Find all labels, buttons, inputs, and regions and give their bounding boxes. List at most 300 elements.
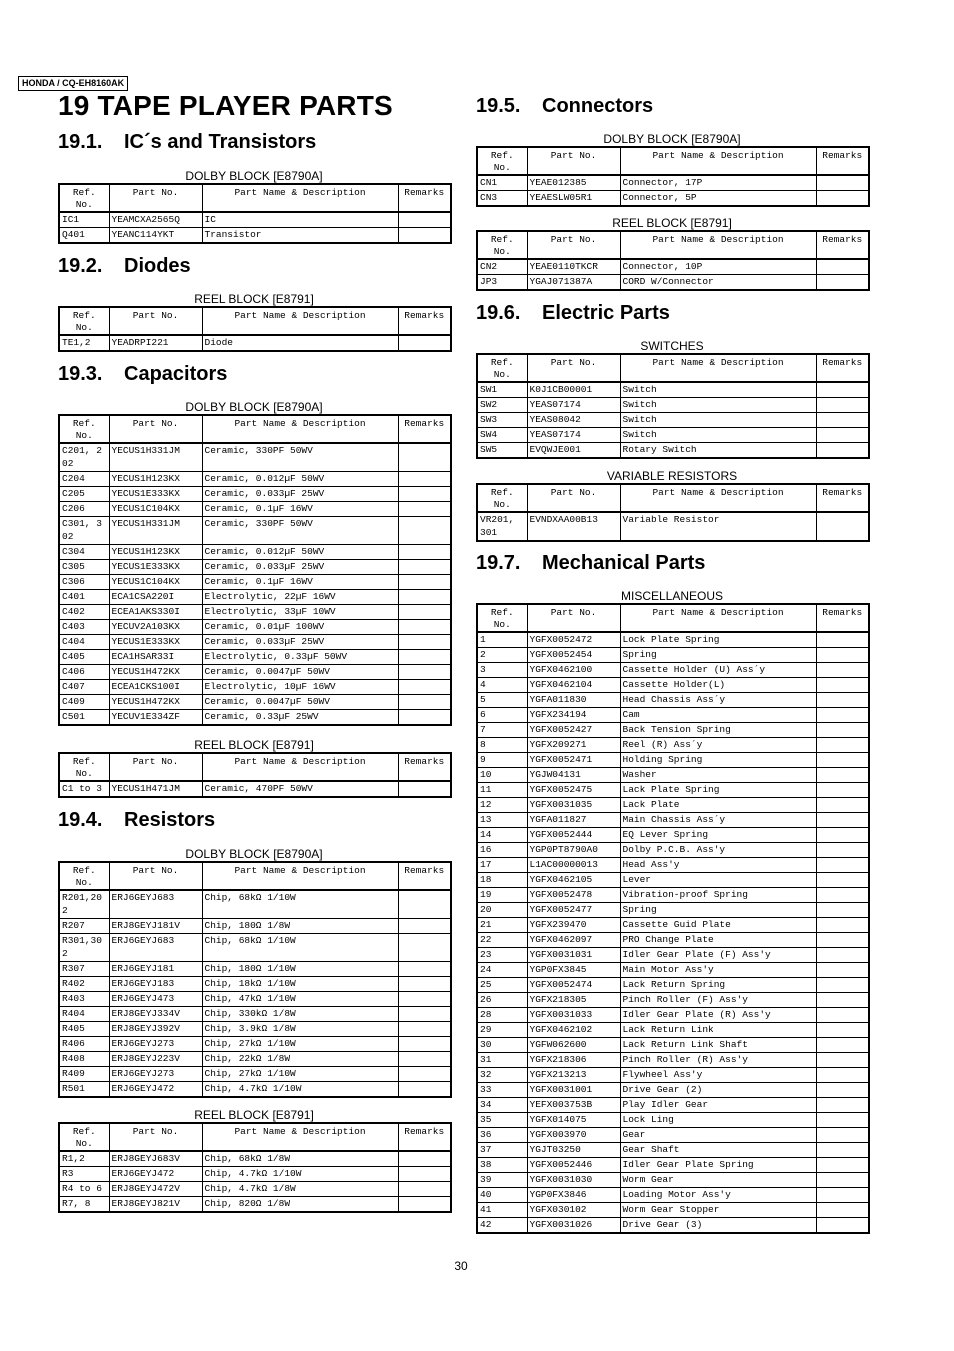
column-header: Remarks — [816, 231, 869, 259]
remarks-cell — [398, 335, 451, 351]
part-no-cell: YECUS1E333KX — [109, 560, 202, 575]
remarks-cell — [398, 1082, 451, 1098]
description-cell: Electrolytic, 22µF 16WV — [202, 590, 398, 605]
description-cell: Lack Plate Spring — [620, 783, 816, 798]
parts-block — [476, 216, 868, 291]
part-no-cell: YGJT03250 — [527, 1143, 620, 1158]
description-cell: Vibration-proof Spring — [620, 888, 816, 903]
ref-no-cell: 29 — [477, 1023, 527, 1038]
section-heading — [58, 363, 227, 386]
table-row — [477, 398, 869, 413]
section-number: 19.6. — [476, 302, 521, 324]
part-no-cell: YGFX0052446 — [527, 1158, 620, 1173]
remarks-cell — [816, 933, 869, 948]
description-cell: Lever — [620, 873, 816, 888]
description-cell: Ceramic, 0.0047µF 50WV — [202, 665, 398, 680]
parts-block — [476, 469, 868, 542]
table-row — [59, 890, 451, 919]
description-cell: Electrolytic, 33µF 10WV — [202, 605, 398, 620]
remarks-cell — [398, 977, 451, 992]
part-no-cell: YEAS07174 — [527, 398, 620, 413]
remarks-cell — [816, 978, 869, 993]
description-cell: Back Tension Spring — [620, 723, 816, 738]
ref-no-cell: R406 — [59, 1037, 109, 1052]
table-header-row — [59, 862, 451, 890]
column-header: Ref. No. — [477, 354, 527, 382]
column-header: Part No. — [109, 862, 202, 890]
column-header: Part No. — [527, 354, 620, 382]
table-row — [477, 843, 869, 858]
ref-no-cell: 10 — [477, 768, 527, 783]
part-no-cell: YEADRPI221 — [109, 335, 202, 351]
description-cell: Chip, 68kΩ 1/10W — [202, 890, 398, 919]
description-cell: Connector, 5P — [620, 191, 816, 207]
table-row — [477, 413, 869, 428]
parts-table — [476, 353, 870, 459]
column-header: Part Name & Description — [620, 604, 816, 632]
table-row — [477, 858, 869, 873]
description-cell: Ceramic, 470PF 50WV — [202, 781, 398, 797]
section-title: Diodes — [124, 255, 191, 277]
description-cell: Main Chassis Ass´y — [620, 813, 816, 828]
part-no-cell: ECEA1CKS100I — [109, 680, 202, 695]
ref-no-cell: IC1 — [59, 212, 109, 228]
remarks-cell — [398, 680, 451, 695]
remarks-cell — [398, 228, 451, 244]
section-heading — [58, 255, 191, 278]
description-cell: Ceramic, 0.012µF 50WV — [202, 545, 398, 560]
table-row — [59, 620, 451, 635]
part-no-cell: ERJ6GEYJ683 — [109, 934, 202, 962]
ref-no-cell: 9 — [477, 753, 527, 768]
description-cell: Chip, 27kΩ 1/10W — [202, 1067, 398, 1082]
part-no-cell: ECA1HSAR33I — [109, 650, 202, 665]
description-cell: Ceramic, 330PF 50WV — [202, 517, 398, 545]
remarks-cell — [398, 635, 451, 650]
description-cell: Ceramic, 0.0047µF 50WV — [202, 695, 398, 710]
remarks-cell — [398, 620, 451, 635]
table-row — [477, 798, 869, 813]
ref-no-cell: 25 — [477, 978, 527, 993]
description-cell: Ceramic, 0.033µF 25WV — [202, 560, 398, 575]
ref-no-cell: R4 to 6 — [59, 1182, 109, 1197]
remarks-cell — [816, 1023, 869, 1038]
part-no-cell: YGFX0031035 — [527, 798, 620, 813]
part-no-cell: YGFA011827 — [527, 813, 620, 828]
part-no-cell: ERJ8GEYJ683V — [109, 1151, 202, 1167]
column-header: Remarks — [398, 862, 451, 890]
remarks-cell — [398, 665, 451, 680]
part-no-cell: YGFX0031030 — [527, 1173, 620, 1188]
description-cell: Idler Gear Plate (R) Ass'y — [620, 1008, 816, 1023]
part-no-cell: L1AC00000013 — [527, 858, 620, 873]
ref-no-cell: C403 — [59, 620, 109, 635]
description-cell: Holding Spring — [620, 753, 816, 768]
ref-no-cell: C306 — [59, 575, 109, 590]
part-no-cell: YECUS1H123KX — [109, 472, 202, 487]
table-row — [477, 738, 869, 753]
remarks-cell — [816, 873, 869, 888]
table-row — [59, 1037, 451, 1052]
part-no-cell: YGFX0031033 — [527, 1008, 620, 1023]
remarks-cell — [398, 781, 451, 797]
table-header-row — [59, 753, 451, 781]
section-number: 19.2. — [58, 255, 103, 277]
part-no-cell: ERJ8GEYJ392V — [109, 1022, 202, 1037]
column-header: Part Name & Description — [202, 184, 398, 212]
description-cell: Chip, 180Ω 1/8W — [202, 919, 398, 934]
column-header: Ref. No. — [59, 415, 109, 443]
part-no-cell: YGFX003970 — [527, 1128, 620, 1143]
ref-no-cell: R402 — [59, 977, 109, 992]
description-cell: EQ Lever Spring — [620, 828, 816, 843]
description-cell: Connector, 10P — [620, 259, 816, 275]
part-no-cell: YGFX213213 — [527, 1068, 620, 1083]
description-cell: Rotary Switch — [620, 443, 816, 459]
table-row — [477, 1068, 869, 1083]
remarks-cell — [816, 443, 869, 459]
remarks-cell — [398, 502, 451, 517]
remarks-cell — [398, 545, 451, 560]
remarks-cell — [816, 738, 869, 753]
column-header: Part Name & Description — [202, 862, 398, 890]
part-no-cell: ERJ6GEYJ273 — [109, 1037, 202, 1052]
table-row — [59, 1167, 451, 1182]
ref-no-cell: C206 — [59, 502, 109, 517]
table-row — [477, 1158, 869, 1173]
ref-no-cell: Q401 — [59, 228, 109, 244]
part-no-cell: YEAS08042 — [527, 413, 620, 428]
ref-no-cell: 13 — [477, 813, 527, 828]
description-cell: Ceramic, 0.01µF 100WV — [202, 620, 398, 635]
description-cell: Chip, 330kΩ 1/8W — [202, 1007, 398, 1022]
table-row — [59, 919, 451, 934]
ref-no-cell: 21 — [477, 918, 527, 933]
parts-block — [58, 169, 450, 244]
remarks-cell — [398, 517, 451, 545]
description-cell: Chip, 47kΩ 1/10W — [202, 992, 398, 1007]
column-header: Remarks — [816, 354, 869, 382]
table-header-row — [59, 307, 451, 335]
ref-no-cell: 20 — [477, 903, 527, 918]
description-cell: PRO Change Plate — [620, 933, 816, 948]
column-header: Part Name & Description — [620, 484, 816, 512]
table-row — [477, 1218, 869, 1234]
part-no-cell: YEFX003753B — [527, 1098, 620, 1113]
table-row — [477, 1023, 869, 1038]
description-cell: Ceramic, 0.033µF 25WV — [202, 487, 398, 502]
remarks-cell — [816, 512, 869, 541]
remarks-cell — [816, 1008, 869, 1023]
ref-no-cell: 19 — [477, 888, 527, 903]
description-cell: Lack Plate — [620, 798, 816, 813]
remarks-cell — [816, 1083, 869, 1098]
description-cell: Cassette Guid Plate — [620, 918, 816, 933]
ref-no-cell: C301, 302 — [59, 517, 109, 545]
section-number: 19.5. — [476, 95, 521, 117]
ref-no-cell: 5 — [477, 693, 527, 708]
table-header-row — [477, 354, 869, 382]
table-row — [59, 212, 451, 228]
section-title: Mechanical Parts — [542, 552, 706, 574]
table-row — [59, 487, 451, 502]
description-cell: Washer — [620, 768, 816, 783]
description-cell: Ceramic, 330PF 50WV — [202, 443, 398, 472]
table-row — [477, 1173, 869, 1188]
table-row — [59, 335, 451, 351]
block-caption: REEL BLOCK [E8791] — [612, 216, 732, 230]
part-no-cell: YECUS1E333KX — [109, 635, 202, 650]
column-header: Ref. No. — [59, 184, 109, 212]
part-no-cell: YEAMCXA2565Q — [109, 212, 202, 228]
part-no-cell: YECUS1C104KX — [109, 502, 202, 517]
description-cell: Electrolytic, 10µF 16WV — [202, 680, 398, 695]
remarks-cell — [816, 413, 869, 428]
table-row — [477, 1038, 869, 1053]
description-cell: Drive Gear (2) — [620, 1083, 816, 1098]
remarks-cell — [398, 962, 451, 977]
remarks-cell — [816, 813, 869, 828]
ref-no-cell: CN2 — [477, 259, 527, 275]
part-no-cell: YGFX0052454 — [527, 648, 620, 663]
table-row — [59, 1007, 451, 1022]
ref-no-cell: R404 — [59, 1007, 109, 1022]
remarks-cell — [398, 1197, 451, 1213]
remarks-cell — [816, 888, 869, 903]
remarks-cell — [816, 768, 869, 783]
section-number: 19.7. — [476, 552, 521, 574]
ref-no-cell: CN1 — [477, 175, 527, 191]
description-cell: Pinch Roller (R) Ass'y — [620, 1053, 816, 1068]
table-row — [59, 575, 451, 590]
parts-table — [476, 146, 870, 207]
column-header: Remarks — [398, 1123, 451, 1151]
ref-no-cell: 33 — [477, 1083, 527, 1098]
ref-no-cell: 23 — [477, 948, 527, 963]
description-cell: Ceramic, 0.1µF 16WV — [202, 502, 398, 517]
part-no-cell: ERJ8GEYJ472V — [109, 1182, 202, 1197]
column-header: Part No. — [527, 147, 620, 175]
parts-block — [476, 589, 868, 1234]
description-cell: Chip, 22kΩ 1/8W — [202, 1052, 398, 1067]
column-header: Part Name & Description — [620, 354, 816, 382]
table-row — [477, 678, 869, 693]
remarks-cell — [398, 919, 451, 934]
part-no-cell: YGFX0462100 — [527, 663, 620, 678]
description-cell: Head Chassis Ass´y — [620, 693, 816, 708]
remarks-cell — [816, 1218, 869, 1234]
description-cell: Chip, 4.7kΩ 1/10W — [202, 1082, 398, 1098]
block-caption: SWITCHES — [640, 339, 704, 353]
table-header-row — [59, 184, 451, 212]
table-row — [477, 259, 869, 275]
part-no-cell: YGFX0462102 — [527, 1023, 620, 1038]
block-caption: DOLBY BLOCK [E8790A] — [185, 169, 323, 183]
column-header: Part No. — [527, 484, 620, 512]
remarks-cell — [816, 1113, 869, 1128]
parts-table — [476, 483, 870, 542]
ref-no-cell: C205 — [59, 487, 109, 502]
remarks-cell — [398, 1022, 451, 1037]
ref-no-cell: 28 — [477, 1008, 527, 1023]
table-row — [59, 517, 451, 545]
table-row — [477, 1083, 869, 1098]
ref-no-cell: CN3 — [477, 191, 527, 207]
ref-no-cell: R307 — [59, 962, 109, 977]
table-row — [477, 933, 869, 948]
ref-no-cell: 2 — [477, 648, 527, 663]
ref-no-cell: C405 — [59, 650, 109, 665]
ref-no-cell: 42 — [477, 1218, 527, 1234]
part-no-cell: YEAE0110TKCR — [527, 259, 620, 275]
table-row — [59, 1067, 451, 1082]
ref-no-cell: R1,2 — [59, 1151, 109, 1167]
remarks-cell — [398, 934, 451, 962]
part-no-cell: YGFX0052478 — [527, 888, 620, 903]
table-row — [477, 648, 869, 663]
description-cell: Ceramic, 0.012µF 50WV — [202, 472, 398, 487]
part-no-cell: YECUS1H331JM — [109, 443, 202, 472]
description-cell: Lock Ling — [620, 1113, 816, 1128]
ref-no-cell: TE1,2 — [59, 335, 109, 351]
column-header: Remarks — [816, 604, 869, 632]
ref-no-cell: C406 — [59, 665, 109, 680]
remarks-cell — [398, 1067, 451, 1082]
table-row — [59, 605, 451, 620]
remarks-cell — [398, 1052, 451, 1067]
description-cell: Chip, 4.7kΩ 1/10W — [202, 1167, 398, 1182]
table-row — [59, 695, 451, 710]
description-cell: Transistor — [202, 228, 398, 244]
table-row — [59, 650, 451, 665]
ref-no-cell: SW2 — [477, 398, 527, 413]
table-row — [477, 275, 869, 291]
description-cell: Gear Shaft — [620, 1143, 816, 1158]
part-no-cell: ERJ6GEYJ472 — [109, 1167, 202, 1182]
table-row — [477, 978, 869, 993]
block-caption: DOLBY BLOCK [E8790A] — [603, 132, 741, 146]
part-no-cell: YGFX0052474 — [527, 978, 620, 993]
column-header: Ref. No. — [59, 862, 109, 890]
ref-no-cell: R207 — [59, 919, 109, 934]
remarks-cell — [398, 1151, 451, 1167]
remarks-cell — [816, 428, 869, 443]
remarks-cell — [398, 575, 451, 590]
description-cell: Play Idler Gear — [620, 1098, 816, 1113]
remarks-cell — [816, 948, 869, 963]
part-no-cell: ERJ6GEYJ273 — [109, 1067, 202, 1082]
page-title: 19 TAPE PLAYER PARTS — [58, 90, 393, 121]
part-no-cell: YGFX014075 — [527, 1113, 620, 1128]
table-row — [477, 382, 869, 398]
remarks-cell — [816, 648, 869, 663]
description-cell: Spring — [620, 903, 816, 918]
ref-no-cell: 22 — [477, 933, 527, 948]
part-no-cell: EVNDXAA00B13 — [527, 512, 620, 541]
block-caption: REEL BLOCK [E8791] — [194, 292, 314, 306]
column-header: Part No. — [109, 753, 202, 781]
table-row — [59, 1052, 451, 1067]
part-no-cell: YECUS1H331JM — [109, 517, 202, 545]
ref-no-cell: 40 — [477, 1188, 527, 1203]
page-number: 30 — [454, 1259, 468, 1273]
column-header: Part No. — [109, 415, 202, 443]
description-cell: Chip, 68kΩ 1/10W — [202, 934, 398, 962]
parts-table — [476, 603, 870, 1234]
description-cell: Worm Gear Stopper — [620, 1203, 816, 1218]
part-no-cell: YGFX0052477 — [527, 903, 620, 918]
ref-no-cell: SW4 — [477, 428, 527, 443]
section-heading — [476, 302, 670, 325]
remarks-cell — [398, 1167, 451, 1182]
table-row — [477, 1008, 869, 1023]
description-cell: Chip, 18kΩ 1/10W — [202, 977, 398, 992]
column-header: Part No. — [527, 231, 620, 259]
ref-no-cell: R7, 8 — [59, 1197, 109, 1213]
parts-table — [476, 230, 870, 291]
part-no-cell: YGFX030102 — [527, 1203, 620, 1218]
table-header-row — [59, 415, 451, 443]
ref-no-cell: R405 — [59, 1022, 109, 1037]
ref-no-cell: 11 — [477, 783, 527, 798]
table-row — [477, 993, 869, 1008]
table-row — [477, 963, 869, 978]
part-no-cell: YECUV1E334ZF — [109, 710, 202, 726]
parts-block — [58, 400, 450, 726]
ref-no-cell: R501 — [59, 1082, 109, 1098]
table-row — [477, 828, 869, 843]
ref-no-cell: 7 — [477, 723, 527, 738]
table-row — [59, 1197, 451, 1213]
part-no-cell: YGP0PT8790A0 — [527, 843, 620, 858]
ref-no-cell: 24 — [477, 963, 527, 978]
remarks-cell — [816, 1098, 869, 1113]
description-cell: Switch — [620, 413, 816, 428]
table-row — [477, 918, 869, 933]
part-no-cell: YEAE012385 — [527, 175, 620, 191]
ref-no-cell: 34 — [477, 1098, 527, 1113]
ref-no-cell: C401 — [59, 590, 109, 605]
column-header: Remarks — [398, 415, 451, 443]
remarks-cell — [398, 590, 451, 605]
table-row — [477, 783, 869, 798]
remarks-cell — [816, 175, 869, 191]
remarks-cell — [816, 783, 869, 798]
part-no-cell: YECUS1H123KX — [109, 545, 202, 560]
description-cell: Main Motor Ass'y — [620, 963, 816, 978]
description-cell: Switch — [620, 398, 816, 413]
remarks-cell — [816, 1188, 869, 1203]
ref-no-cell: C304 — [59, 545, 109, 560]
column-header: Part Name & Description — [202, 415, 398, 443]
description-cell: Dolby P.C.B. Ass'y — [620, 843, 816, 858]
ref-no-cell: R403 — [59, 992, 109, 1007]
remarks-cell — [816, 753, 869, 768]
column-header: Ref. No. — [477, 484, 527, 512]
ref-no-cell: 6 — [477, 708, 527, 723]
table-row — [477, 1113, 869, 1128]
part-no-cell: YGP0FX3846 — [527, 1188, 620, 1203]
description-cell: Ceramic, 0.1µF 16WV — [202, 575, 398, 590]
table-row — [59, 228, 451, 244]
table-row — [59, 977, 451, 992]
remarks-cell — [816, 259, 869, 275]
block-caption: VARIABLE RESISTORS — [606, 469, 738, 483]
block-caption: REEL BLOCK [E8791] — [194, 1108, 314, 1122]
table-row — [477, 191, 869, 207]
table-row — [477, 948, 869, 963]
description-cell: Lack Return Link — [620, 1023, 816, 1038]
